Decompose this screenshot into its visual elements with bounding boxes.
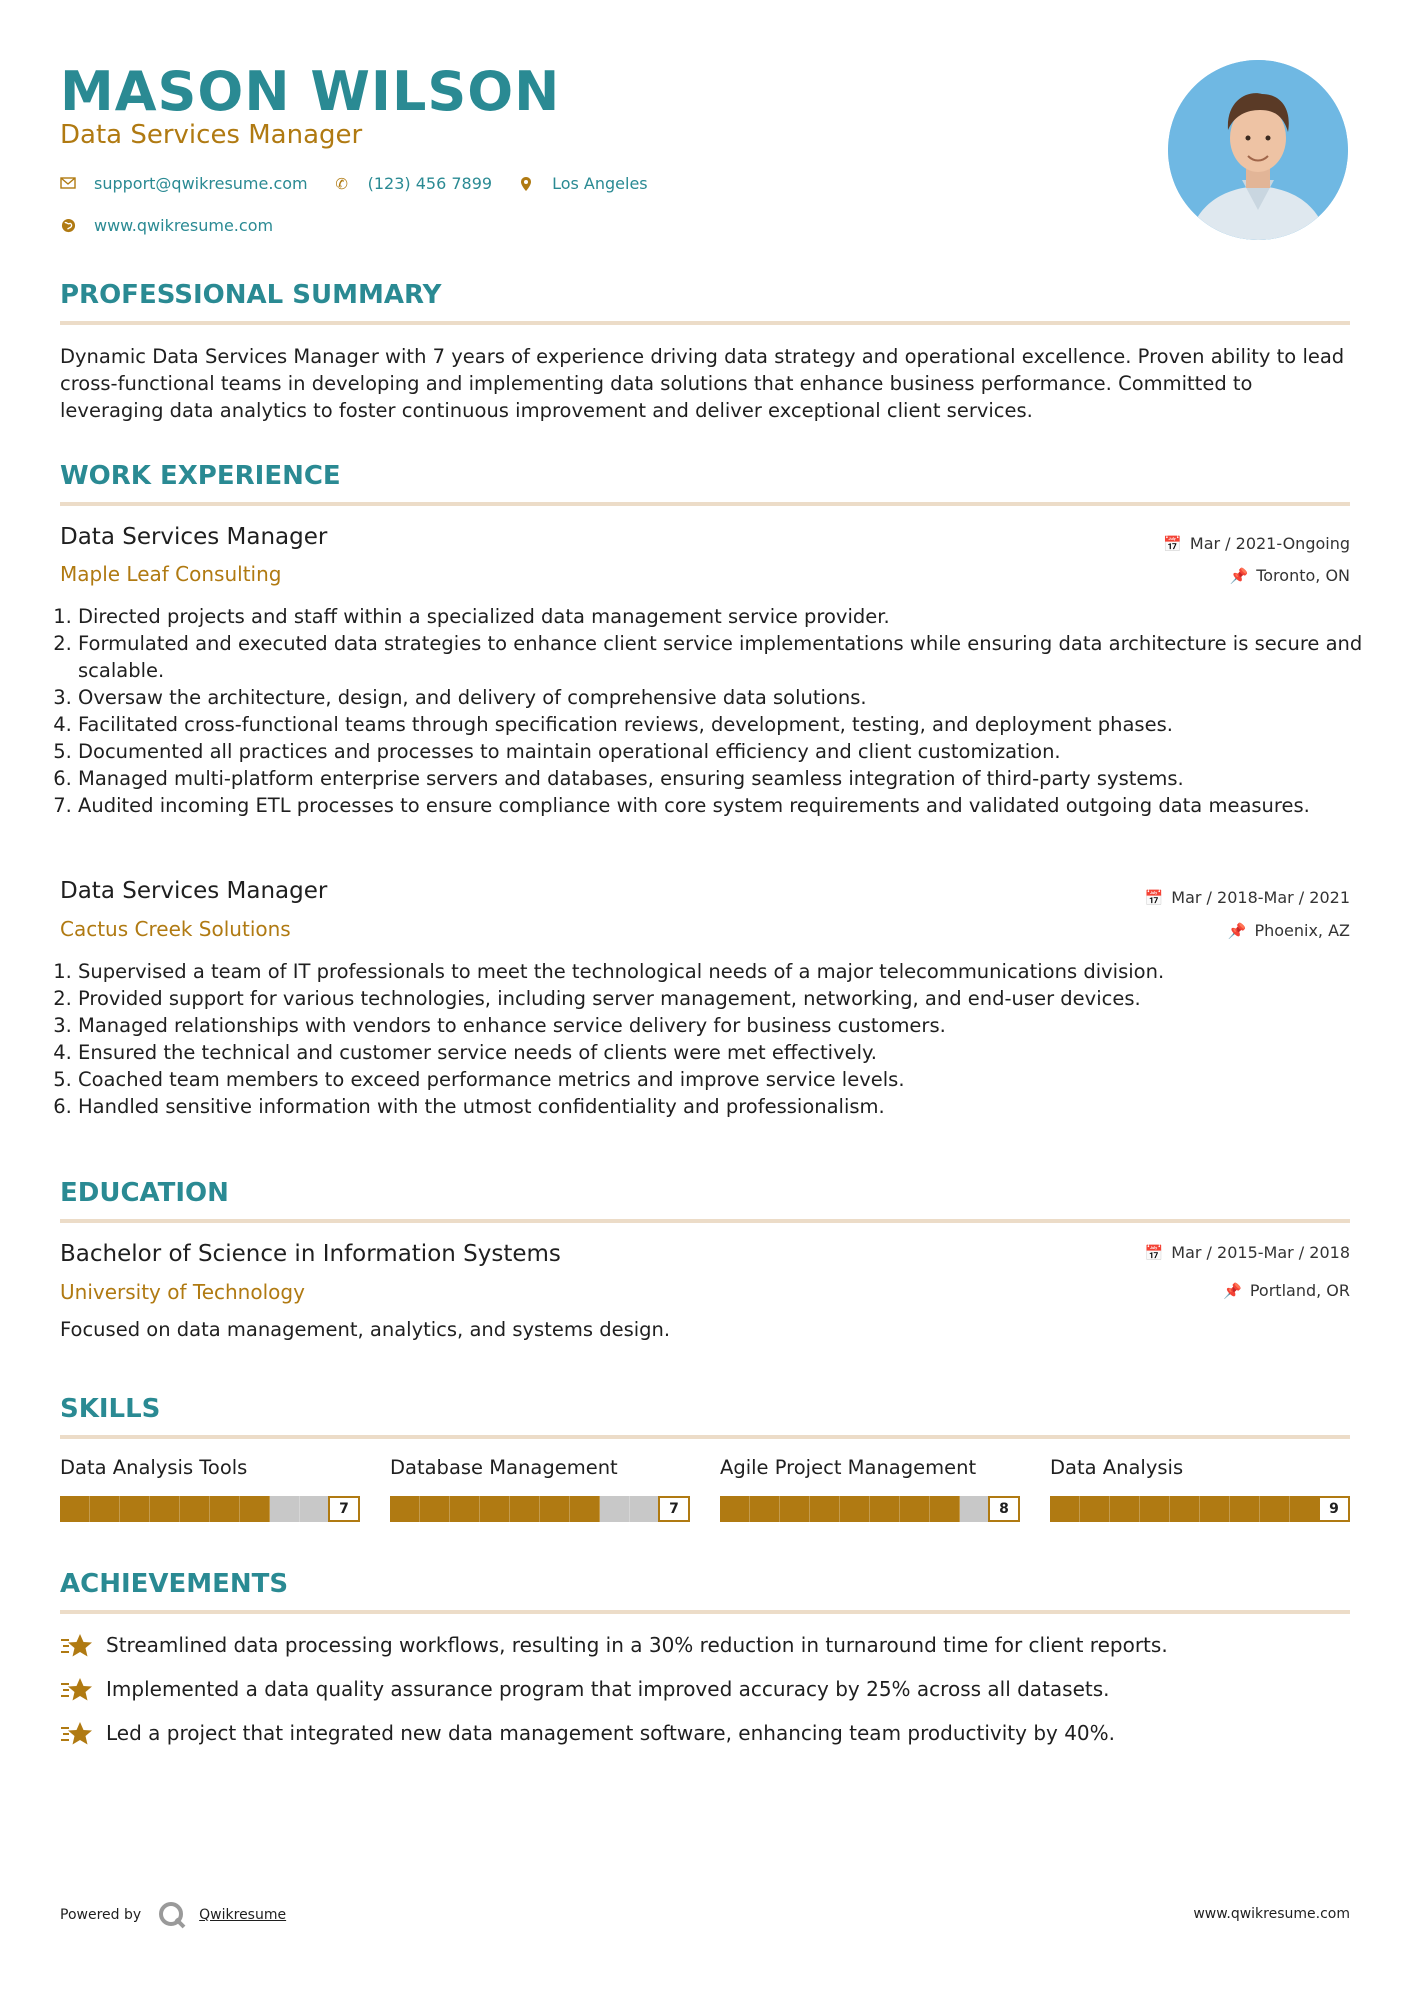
job-2-bullets [60,958,1368,1120]
skill-bar-segment [750,1496,780,1522]
job-2-location-text: Phoenix, AZ [1254,921,1350,940]
skill-bar-segment [570,1496,600,1522]
education-degree: Bachelor of Science in Information Systems [60,1241,561,1267]
phone-icon: ✆ [335,174,348,193]
list-item: 4. Ensured the technical and customer service needs of clients were met effectively. [78,1039,1368,1066]
skill-bar-segment [960,1496,990,1522]
skill-bar-segment [900,1496,930,1522]
star-award-icon [60,1720,92,1746]
pushpin-icon: 📌 [1227,921,1247,940]
skill-bar-segment [180,1496,210,1522]
job-2-title: Data Services Manager [60,878,328,904]
skill-bar [390,1496,690,1522]
list-item: 1. Directed projects and staff within a specialized data management service provider. [78,603,1368,630]
skill-bar-segment [540,1496,570,1522]
skill-item [720,1456,1020,1522]
education-divider [60,1219,1350,1223]
skill-bar-segment [300,1496,330,1522]
map-pin-icon [518,176,534,192]
contact-location [518,174,648,193]
contact-website[interactable] [60,216,273,235]
job-1-location [1230,566,1350,585]
list-item: 1. Supervised a team of IT professionals to meet the technological needs of a major telecommunications division. [78,958,1368,985]
job-2-dates-text: Mar / 2018-Mar / 2021 [1171,888,1350,907]
experience-divider [60,502,1350,506]
job-2-dates [1145,888,1350,907]
achievement-item [60,1632,1350,1658]
education-dates-text: Mar / 2015-Mar / 2018 [1171,1243,1350,1262]
education-location [1223,1281,1350,1300]
qwikresume-logo-icon [157,1900,187,1930]
skill-bar [1050,1496,1350,1522]
skill-bar-segment [840,1496,870,1522]
skills-divider [60,1435,1350,1439]
contact-email[interactable] [60,174,308,193]
list-item: 3. Managed relationships with vendors to enhance service delivery for business customers. [78,1012,1368,1039]
skill-bar-segment [450,1496,480,1522]
list-item: 2. Formulated and executed data strategies to enhance client service implementations while ensuring data architecture is secure and scalable. [78,630,1368,684]
skill-level: 9 [1318,1496,1350,1522]
skill-name: Database Management [390,1456,618,1479]
calendar-icon: 📅 [1144,888,1164,907]
skill-bar-segment [600,1496,630,1522]
skill-bar-segment [90,1496,120,1522]
skill-name: Data Analysis [1050,1456,1184,1479]
skill-bar-segment [1050,1496,1080,1522]
experience-heading: WORK EXPERIENCE [60,461,341,491]
powered-by-label: Powered by [60,1907,142,1923]
skill-bar-segment [930,1496,960,1522]
resume-page [60,0,1363,1990]
job-1-dates [1163,534,1350,553]
summary-divider [60,321,1350,325]
job-1-bullets [60,603,1368,819]
skill-bar-segment [720,1496,750,1522]
skill-level: 7 [658,1496,690,1522]
list-item: 6. Managed multi-platform enterprise servers and databases, ensuring seamless integration of third-party systems. [78,765,1368,792]
education-school: University of Technology [60,1280,305,1304]
list-item: 5. Coached team members to exceed performance metrics and improve service levels. [78,1066,1368,1093]
pushpin-icon: 📌 [1223,1281,1242,1300]
skill-bar-segment [1260,1496,1290,1522]
profile-photo [1168,60,1348,240]
skill-bar-segment [630,1496,660,1522]
list-item: 7. Audited incoming ETL processes to ensure compliance with core system requirements and validated outgoing data measures. [78,792,1368,819]
skill-bar-segment [810,1496,840,1522]
list-item: 3. Oversaw the architecture, design, and delivery of comprehensive data solutions. [78,684,1368,711]
achievements-heading: ACHIEVEMENTS [60,1569,289,1599]
skill-bar-segment [120,1496,150,1522]
achievements-divider [60,1610,1350,1614]
contact-row [60,174,674,193]
education-heading: EDUCATION [60,1178,229,1208]
education-description: Focused on data management, analytics, and systems design. [60,1318,671,1341]
skill-item [60,1456,360,1522]
email-text: support@qwikresume.com [94,174,308,193]
education-dates [1145,1243,1350,1262]
job-1-title: Data Services Manager [60,524,328,550]
candidate-name: MASON WILSON [60,60,561,123]
skills-heading: SKILLS [60,1394,161,1424]
skill-bar-segment [870,1496,900,1522]
job-1-dates-text: Mar / 2021-Ongoing [1189,534,1350,553]
skill-bar-segment [510,1496,540,1522]
skill-item [1050,1456,1350,1522]
list-item: 5. Documented all practices and processes to maintain operational efficiency and client customization. [78,738,1368,765]
achievement-text: Led a project that integrated new data management software, enhancing team productivity by 40%. [106,1721,1116,1745]
achievement-item [60,1720,1350,1746]
pushpin-icon: 📌 [1229,566,1249,585]
skill-bar-segment [1110,1496,1140,1522]
skill-bar-segment [420,1496,450,1522]
skill-bar-segment [1290,1496,1320,1522]
calendar-icon: 📅 [1163,534,1182,553]
education-location-text: Portland, OR [1249,1281,1350,1300]
skill-bar-segment [780,1496,810,1522]
skill-bar-segment [240,1496,270,1522]
phone-text: (123) 456 7899 [367,174,493,193]
skill-bar-segment [60,1496,90,1522]
list-item: 2. Provided support for various technologies, including server management, networking, and end-user devices. [78,985,1368,1012]
skill-bar [720,1496,1020,1522]
skill-item [390,1456,690,1522]
skill-bar-segment [1230,1496,1260,1522]
list-item: 4. Facilitated cross-functional teams through specification reviews, development, testing, and deployment phases. [78,711,1368,738]
summary-heading: PROFESSIONAL SUMMARY [60,280,442,310]
skill-bar-segment [150,1496,180,1522]
skill-bar-segment [210,1496,240,1522]
achievement-text: Implemented a data quality assurance program that improved accuracy by 25% across all datasets. [106,1677,1110,1701]
job-2-location [1228,921,1350,940]
job-1-location-text: Toronto, ON [1256,566,1350,585]
globe-icon [60,218,76,234]
candidate-role: Data Services Manager [60,120,363,150]
list-item: 6. Handled sensitive information with the utmost confidentiality and professionalism. [78,1093,1368,1120]
envelope-icon [60,176,76,192]
star-award-icon [60,1632,92,1658]
brand-link[interactable]: Qwikresume [199,1907,287,1923]
calendar-icon: 📅 [1144,1243,1164,1262]
skill-name: Data Analysis Tools [60,1456,248,1479]
footer-website[interactable]: www.qwikresume.com [1193,1906,1350,1922]
skill-bar-segment [390,1496,420,1522]
summary-text: Dynamic Data Services Manager with 7 years of experience driving data strategy and operational excellence. Proven ability to lead cross-functional teams in developing and implementing data solutions that enhance business performance. Committed to leveraging data analytics to foster continuous improvement and deliver exceptional client services. [60,345,1345,422]
skill-level: 7 [328,1496,360,1522]
website-text: www.qwikresume.com [94,216,274,235]
skill-bar [60,1496,360,1522]
achievement-text: Streamlined data processing workflows, resulting in a 30% reduction in turnaround time for client reports. [106,1633,1168,1657]
skill-bar-segment [1170,1496,1200,1522]
achievement-item [60,1676,1350,1702]
skill-bar-segment [1080,1496,1110,1522]
contact-phone[interactable] [334,174,492,193]
skill-bar-segment [270,1496,300,1522]
skill-name: Agile Project Management [720,1456,977,1479]
star-award-icon [60,1676,92,1702]
skill-bar-segment [480,1496,510,1522]
skill-level: 8 [988,1496,1020,1522]
job-1-company: Maple Leaf Consulting [60,562,282,586]
job-2-company: Cactus Creek Solutions [60,917,291,941]
skill-bar-segment [1200,1496,1230,1522]
footer-powered-by [60,1900,286,1930]
location-text: Los Angeles [552,174,648,193]
skill-bar-segment [1140,1496,1170,1522]
